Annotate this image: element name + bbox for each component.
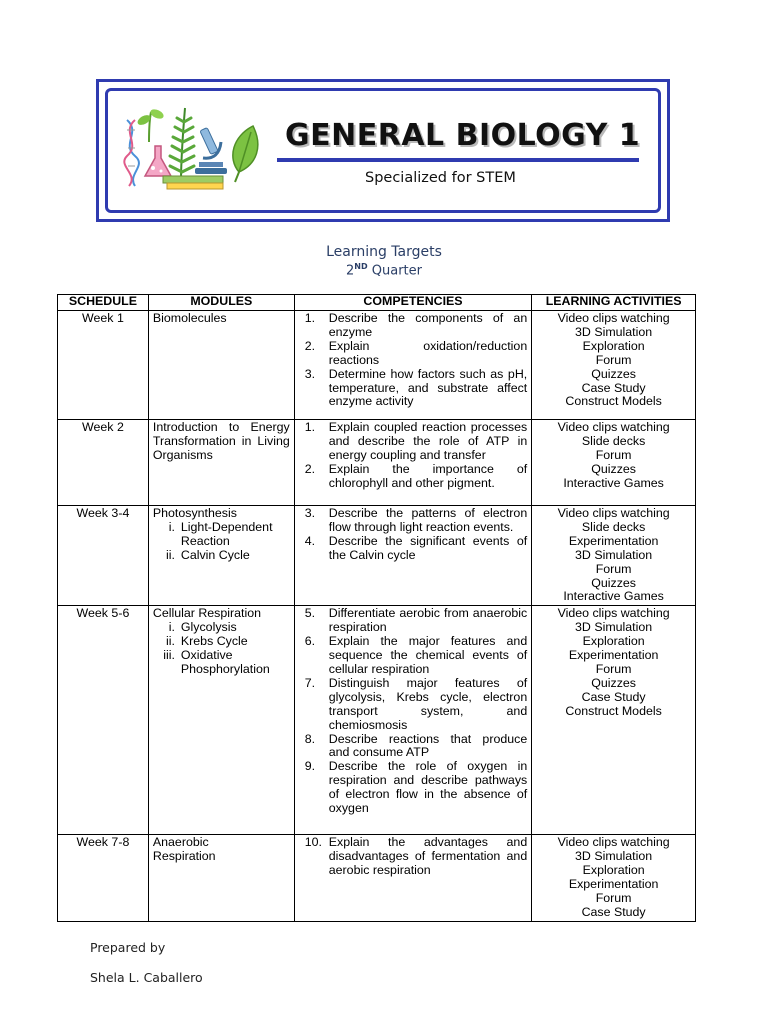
activity-item: Video clips watching [557,311,670,325]
microscope-icon [195,128,227,174]
activities-cell [532,835,696,921]
activity-item: Exploration [582,338,645,353]
activity-item: Slide decks [581,519,646,534]
competency-text: Explain the major features and sequence the chemical events of cellular respiration [328,634,528,676]
competency-item [299,635,527,677]
quarter-word: Quarter [367,263,422,279]
competency-text: Describe the patterns of electron flow through light reaction events. [328,506,528,534]
activity-item: Video clips watching [557,420,670,434]
module-subitem-number: i. [168,519,175,534]
learning-targets-table [57,294,696,922]
activity-item: Forum [595,352,632,367]
competency-item [299,507,527,535]
competency-text: Explain coupled reaction processes and describe the role of ATP in energy coupling and transfer [328,420,528,462]
competency-number: 3. [304,506,316,520]
competency-text: Differentiate aerobic from anaerobic respiration [328,606,528,635]
activity-item: 3D Simulation [575,324,653,339]
module-subitem-text: Glycolysis [180,620,237,635]
competency-text: Describe the significant events of the Calvin cycle [328,533,528,562]
competency-number: 9. [304,759,316,774]
module-subitem [153,521,290,549]
module-title: Cellular Respiration [152,606,262,621]
module-subitem [153,621,290,635]
schedule-cell: Week 7-8 [58,835,149,921]
quarter-heading [0,262,768,278]
activity-item: Forum [595,890,632,905]
module-cell [148,606,294,835]
module-subitem-text: Krebs Cycle [180,634,248,649]
module-subitem-number: ii. [165,547,175,562]
competency-item [299,368,527,410]
header-learning-activities: LEARNING ACTIVITIES [532,295,696,311]
leaf-icon [233,126,258,182]
competency-text: Explain oxidation/reduction reactions [328,338,528,367]
module-cell [148,420,294,506]
activities-cell [532,606,696,835]
fern-icon [170,108,194,182]
module-subitem-number: ii. [165,634,175,649]
competency-number: 7. [304,675,316,690]
competency-item [299,760,527,816]
table-row [58,835,696,921]
schedule-cell: Week 5-6 [58,606,149,835]
activity-item: Interactive Games [563,475,664,490]
activity-item: Case Study [581,380,646,395]
header-schedule: SCHEDULE [58,295,149,311]
competency-item [299,421,527,463]
competency-text: Describe the components of an enzyme [328,311,528,339]
banner-subtitle: Specialized for STEM [365,170,516,186]
competencies-cell [294,606,531,835]
header-modules: MODULES [148,295,294,311]
activities-cell [532,311,696,420]
activity-item: Interactive Games [563,589,664,604]
competency-item [299,607,527,635]
module-title: Photosynthesis [152,506,237,520]
activity-item: 3D Simulation [575,620,653,635]
module-subitem-number: iii. [163,648,175,663]
activity-item: Video clips watching [557,835,670,850]
competency-text: Determine how factors such as pH, temperature, and substrate affect enzyme activity [328,366,528,409]
module-subitem [153,549,290,563]
activity-item: 3D Simulation [575,547,653,562]
module-subitem-text: Light-Dependent Reaction [180,519,273,548]
prepared-by-label: Prepared by [90,940,166,955]
header-competencies: COMPETENCIES [294,295,531,311]
activity-item: Video clips watching [557,506,670,520]
activity-item: Forum [595,561,632,576]
activity-item: Experimentation [568,533,659,548]
table-header-row [58,295,696,311]
competency-item [299,312,527,340]
competency-item [299,677,527,733]
competency-number: 1. [304,420,316,434]
competency-text: Explain the importance of chlorophyll and other pigment. [328,461,528,490]
module-title: Introduction to Energy Transformation in Living Organisms [152,420,290,462]
competency-number: 1. [304,311,316,325]
activity-item: Forum [595,661,632,676]
module-subitem-text: Calvin Cycle [180,547,250,562]
activity-item: Quizzes [591,461,636,476]
competencies-cell [294,311,531,420]
activity-item: 3D Simulation [575,849,653,864]
module-subitem-text: Oxidative Phosphorylation [180,648,270,676]
competency-text: Describe the role of oxygen in respiration and describe pathways of electron flow in the absence of oxygen [328,759,528,816]
activity-item: Quizzes [591,366,636,381]
table-row [58,506,696,606]
table-row [58,606,696,835]
competency-number: 2. [304,461,316,476]
activities-cell [532,506,696,606]
module-subitem [153,635,290,649]
activity-item: Forum [595,447,632,462]
competency-text: Explain the advantages and disadvantages of fermentation and aerobic respiration [328,835,528,878]
activity-item: Construct Models [565,703,662,718]
module-subitem [153,649,290,677]
competency-text: Distinguish major features of glycolysis, Krebs cycle, electron transport system, and chemiosmosis [328,675,528,732]
competencies-cell [294,506,531,606]
competency-number: 4. [304,533,316,548]
competencies-cell [294,835,531,921]
activity-item: Slide decks [581,433,646,448]
module-title: Biomolecules [152,311,227,325]
competency-item [299,340,527,368]
sprout-icon [136,107,165,142]
activity-item: Exploration [582,863,645,878]
module-subitem-number: i. [168,620,175,635]
competency-number: 5. [304,606,316,621]
competency-item [299,836,527,878]
author-name: Shela L. Caballero [90,970,203,985]
module-cell [148,506,294,606]
dna-icon [124,120,139,186]
schedule-cell: Week 1 [58,311,149,420]
activity-item: Video clips watching [557,606,670,621]
module-cell [148,835,294,921]
books-icon [163,176,223,189]
competency-number: 3. [304,366,316,381]
competency-item [299,733,527,761]
schedule-cell: Week 3-4 [58,506,149,606]
competency-number: 10. [304,835,322,850]
banner-title: GENERAL BIOLOGY 1 [285,118,641,153]
activity-item: Case Study [581,689,646,704]
banner-divider [277,158,639,162]
competency-number: 6. [304,634,316,649]
competency-item [299,463,527,491]
competency-text: Describe reactions that produce and consume ATP [328,731,528,760]
competencies-cell [294,420,531,506]
activity-item: Quizzes [591,575,636,590]
activities-cell [532,420,696,506]
competency-number: 8. [304,731,316,746]
learning-targets-title: Learning Targets [326,244,442,260]
table-row [58,420,696,506]
competency-item [299,535,527,563]
activity-item: Construct Models [565,394,662,409]
schedule-cell: Week 2 [58,420,149,506]
competency-number: 2. [304,338,316,353]
flask-icon [145,146,171,176]
activity-item: Case Study [581,904,646,919]
table-row [58,311,696,420]
quarter-number: 2 [346,263,355,279]
activity-item: Quizzes [591,675,636,690]
activity-item: Exploration [582,634,645,649]
quarter-suffix: ND [354,262,368,271]
banner [96,79,670,222]
module-cell [148,311,294,420]
module-title: Anaerobic Respiration [152,835,216,864]
activity-item: Experimentation [568,648,659,663]
biology-illustration-icon [119,102,269,190]
activity-item: Experimentation [568,877,659,892]
